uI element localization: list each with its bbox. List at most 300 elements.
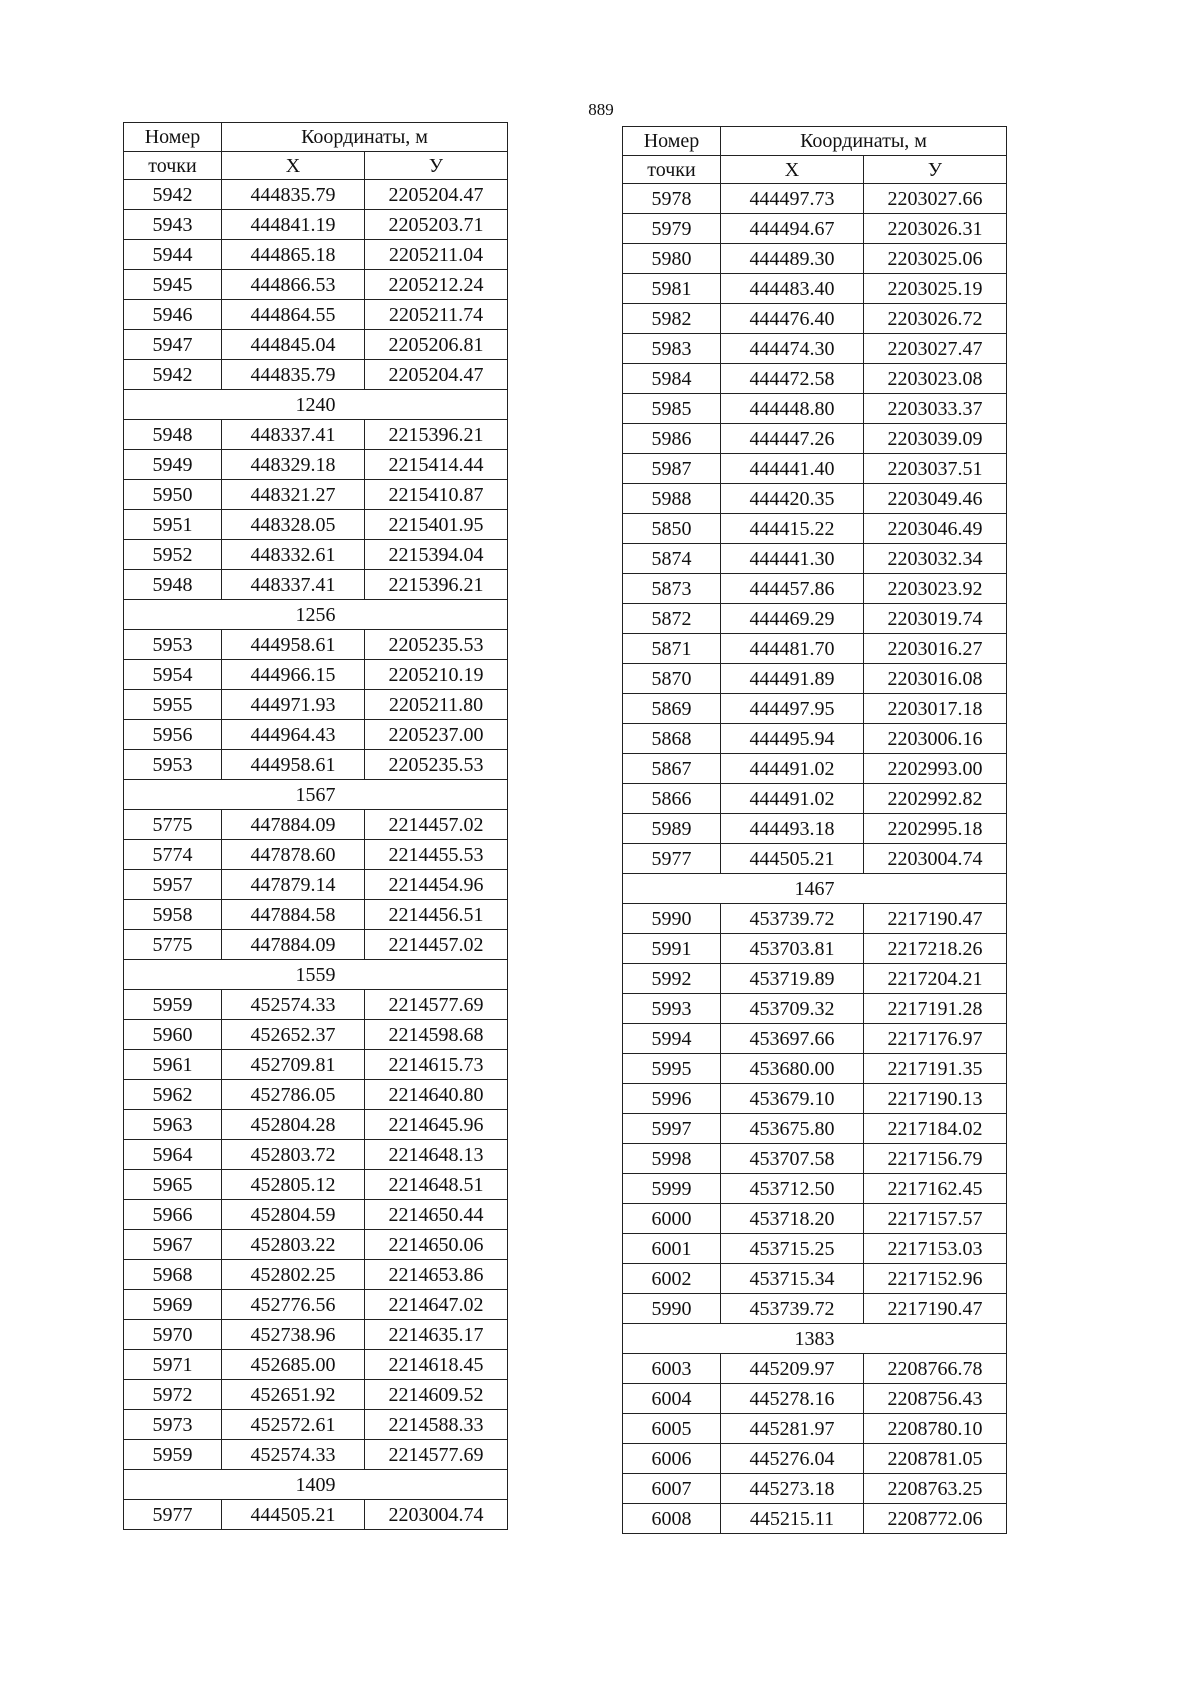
point-number-cell: 5870 <box>623 664 721 694</box>
table-row <box>623 814 1007 844</box>
x-coordinate-cell: 444491.02 <box>721 754 864 784</box>
table-row <box>124 300 508 330</box>
point-number-cell: 6006 <box>623 1444 721 1474</box>
y-coordinate-cell: 2205211.74 <box>365 300 508 330</box>
table-row <box>124 1500 508 1530</box>
x-coordinate-cell: 444958.61 <box>222 750 365 780</box>
y-coordinate-cell: 2214457.02 <box>365 930 508 960</box>
point-number-cell: 5872 <box>623 604 721 634</box>
group-number: 1409 <box>124 1470 508 1500</box>
x-coordinate-cell: 453679.10 <box>721 1084 864 1114</box>
x-coordinate-cell: 444497.73 <box>721 184 864 214</box>
point-number-cell: 5963 <box>124 1110 222 1140</box>
group-header-row <box>623 1324 1007 1354</box>
table-row <box>623 424 1007 454</box>
x-coordinate-cell: 444476.40 <box>721 304 864 334</box>
x-coordinate-cell: 452805.12 <box>222 1170 365 1200</box>
point-number-cell: 5983 <box>623 334 721 364</box>
table-row <box>623 574 1007 604</box>
y-coordinate-cell: 2208766.78 <box>864 1354 1007 1384</box>
x-coordinate-cell: 453697.66 <box>721 1024 864 1054</box>
table-row <box>124 840 508 870</box>
x-coordinate-cell: 453709.32 <box>721 994 864 1024</box>
coordinates-table-right <box>622 126 1007 1534</box>
y-coordinate-cell: 2203032.34 <box>864 544 1007 574</box>
x-coordinate-cell: 444493.18 <box>721 814 864 844</box>
y-coordinate-cell: 2203025.06 <box>864 244 1007 274</box>
x-coordinate-cell: 444448.80 <box>721 394 864 424</box>
x-coordinate-cell: 444866.53 <box>222 270 365 300</box>
point-number-cell: 5971 <box>124 1350 222 1380</box>
x-coordinate-cell: 444841.19 <box>222 210 365 240</box>
y-coordinate-cell: 2203017.18 <box>864 694 1007 724</box>
point-number-cell: 5985 <box>623 394 721 424</box>
point-number-cell: 5874 <box>623 544 721 574</box>
x-coordinate-cell: 444483.40 <box>721 274 864 304</box>
table-row <box>124 1320 508 1350</box>
x-coordinate-cell: 452803.22 <box>222 1230 365 1260</box>
table-row <box>623 484 1007 514</box>
point-number-cell: 6002 <box>623 1264 721 1294</box>
group-number: 1467 <box>623 874 1007 904</box>
table-row <box>623 1264 1007 1294</box>
coordinates-header: Координаты, м <box>721 127 1007 156</box>
y-header: У <box>864 156 1007 184</box>
y-coordinate-cell: 2205210.19 <box>365 660 508 690</box>
point-number-cell: 5989 <box>623 814 721 844</box>
x-coordinate-cell: 452574.33 <box>222 1440 365 1470</box>
point-number-cell: 5978 <box>623 184 721 214</box>
x-coordinate-cell: 453715.25 <box>721 1234 864 1264</box>
point-number-cell: 5850 <box>623 514 721 544</box>
x-coordinate-cell: 444474.30 <box>721 334 864 364</box>
y-coordinate-cell: 2203026.31 <box>864 214 1007 244</box>
point-number-cell: 5962 <box>124 1080 222 1110</box>
x-coordinate-cell: 452802.25 <box>222 1260 365 1290</box>
y-coordinate-cell: 2214454.96 <box>365 870 508 900</box>
x-coordinate-cell: 447878.60 <box>222 840 365 870</box>
y-coordinate-cell: 2202992.82 <box>864 784 1007 814</box>
group-number: 1559 <box>124 960 508 990</box>
table-row <box>623 304 1007 334</box>
table-row <box>623 184 1007 214</box>
y-coordinate-cell: 2217190.13 <box>864 1084 1007 1114</box>
y-header: У <box>365 152 508 180</box>
group-number: 1256 <box>124 600 508 630</box>
table-row <box>124 690 508 720</box>
x-coordinate-cell: 452786.05 <box>222 1080 365 1110</box>
table-row <box>623 754 1007 784</box>
table-row <box>124 660 508 690</box>
x-coordinate-cell: 453712.50 <box>721 1174 864 1204</box>
table-row <box>623 634 1007 664</box>
y-coordinate-cell: 2214645.96 <box>365 1110 508 1140</box>
table-row <box>623 724 1007 754</box>
y-coordinate-cell: 2208763.25 <box>864 1474 1007 1504</box>
table-row <box>623 1354 1007 1384</box>
table-row <box>623 1414 1007 1444</box>
point-number-header: Номер <box>124 123 222 152</box>
table-row <box>623 1474 1007 1504</box>
x-coordinate-cell: 453718.20 <box>721 1204 864 1234</box>
y-coordinate-cell: 2214648.13 <box>365 1140 508 1170</box>
y-coordinate-cell: 2214615.73 <box>365 1050 508 1080</box>
group-header-row <box>124 600 508 630</box>
y-coordinate-cell: 2214618.45 <box>365 1350 508 1380</box>
x-coordinate-cell: 452804.59 <box>222 1200 365 1230</box>
group-header-row <box>124 960 508 990</box>
point-number-cell: 5871 <box>623 634 721 664</box>
point-number-cell: 5977 <box>623 844 721 874</box>
group-header-row <box>124 390 508 420</box>
y-coordinate-cell: 2203016.27 <box>864 634 1007 664</box>
y-coordinate-cell: 2214640.80 <box>365 1080 508 1110</box>
table-row <box>124 1110 508 1140</box>
table-row <box>623 1204 1007 1234</box>
x-coordinate-cell: 452738.96 <box>222 1320 365 1350</box>
point-number-cell: 5775 <box>124 810 222 840</box>
table-row <box>124 330 508 360</box>
x-coordinate-cell: 448332.61 <box>222 540 365 570</box>
table-row <box>623 244 1007 274</box>
table-row <box>623 1174 1007 1204</box>
x-coordinate-cell: 445209.97 <box>721 1354 864 1384</box>
table-row <box>124 870 508 900</box>
point-number-cell: 5973 <box>124 1410 222 1440</box>
table-row <box>623 1054 1007 1084</box>
point-number-cell: 5953 <box>124 750 222 780</box>
table-row <box>623 694 1007 724</box>
point-number-cell: 5958 <box>124 900 222 930</box>
point-number-cell: 5995 <box>623 1054 721 1084</box>
y-coordinate-cell: 2217153.03 <box>864 1234 1007 1264</box>
x-coordinate-cell: 444447.26 <box>721 424 864 454</box>
table-row <box>623 1444 1007 1474</box>
point-number-cell: 5942 <box>124 180 222 210</box>
point-number-cell: 5954 <box>124 660 222 690</box>
group-number: 1240 <box>124 390 508 420</box>
y-coordinate-cell: 2217191.35 <box>864 1054 1007 1084</box>
table-row <box>623 514 1007 544</box>
table-row <box>124 1200 508 1230</box>
y-coordinate-cell: 2214650.44 <box>365 1200 508 1230</box>
x-coordinate-cell: 445276.04 <box>721 1444 864 1474</box>
point-number-cell: 5947 <box>124 330 222 360</box>
group-number: 1567 <box>124 780 508 810</box>
point-number-cell: 5969 <box>124 1290 222 1320</box>
y-coordinate-cell: 2203004.74 <box>365 1500 508 1530</box>
point-number-cell: 5986 <box>623 424 721 454</box>
coordinates-header: Координаты, м <box>222 123 508 152</box>
x-coordinate-cell: 445273.18 <box>721 1474 864 1504</box>
point-number-cell: 5972 <box>124 1380 222 1410</box>
y-coordinate-cell: 2203006.16 <box>864 724 1007 754</box>
x-coordinate-cell: 444441.30 <box>721 544 864 574</box>
table-row <box>623 604 1007 634</box>
point-number-cell: 5959 <box>124 1440 222 1470</box>
y-coordinate-cell: 2217184.02 <box>864 1114 1007 1144</box>
point-number-cell: 5866 <box>623 784 721 814</box>
point-number-cell: 5964 <box>124 1140 222 1170</box>
point-number-cell: 5868 <box>623 724 721 754</box>
x-coordinate-cell: 445281.97 <box>721 1414 864 1444</box>
x-coordinate-cell: 444491.02 <box>721 784 864 814</box>
x-coordinate-cell: 448321.27 <box>222 480 365 510</box>
table-row <box>124 180 508 210</box>
y-coordinate-cell: 2214653.86 <box>365 1260 508 1290</box>
x-coordinate-cell: 444864.55 <box>222 300 365 330</box>
x-coordinate-cell: 444835.79 <box>222 180 365 210</box>
y-coordinate-cell: 2205235.53 <box>365 630 508 660</box>
x-coordinate-cell: 452685.00 <box>222 1350 365 1380</box>
x-coordinate-cell: 452709.81 <box>222 1050 365 1080</box>
table-row <box>623 1114 1007 1144</box>
table-row <box>623 364 1007 394</box>
point-number-cell: 5873 <box>623 574 721 604</box>
table-row <box>124 1380 508 1410</box>
x-coordinate-cell: 444481.70 <box>721 634 864 664</box>
x-coordinate-cell: 447884.09 <box>222 810 365 840</box>
table-row <box>124 630 508 660</box>
y-coordinate-cell: 2205211.04 <box>365 240 508 270</box>
y-coordinate-cell: 2205203.71 <box>365 210 508 240</box>
point-number-cell: 5990 <box>623 1294 721 1324</box>
y-coordinate-cell: 2215414.44 <box>365 450 508 480</box>
point-number-cell: 5965 <box>124 1170 222 1200</box>
x-coordinate-cell: 452651.92 <box>222 1380 365 1410</box>
x-coordinate-cell: 444971.93 <box>222 690 365 720</box>
y-coordinate-cell: 2217190.47 <box>864 1294 1007 1324</box>
point-number-cell: 5948 <box>124 420 222 450</box>
y-coordinate-cell: 2214577.69 <box>365 1440 508 1470</box>
x-coordinate-cell: 452803.72 <box>222 1140 365 1170</box>
table-row <box>124 210 508 240</box>
point-number-cell: 5952 <box>124 540 222 570</box>
x-coordinate-cell: 444441.40 <box>721 454 864 484</box>
group-header-row <box>623 874 1007 904</box>
table-row <box>124 510 508 540</box>
table-row <box>124 1350 508 1380</box>
point-number-cell: 5966 <box>124 1200 222 1230</box>
y-coordinate-cell: 2202993.00 <box>864 754 1007 784</box>
point-number-cell: 5945 <box>124 270 222 300</box>
y-coordinate-cell: 2203033.37 <box>864 394 1007 424</box>
x-coordinate-cell: 447884.09 <box>222 930 365 960</box>
table-row <box>124 900 508 930</box>
y-coordinate-cell: 2217190.47 <box>864 904 1007 934</box>
x-coordinate-cell: 453707.58 <box>721 1144 864 1174</box>
point-number-cell: 5982 <box>623 304 721 334</box>
y-coordinate-cell: 2208781.05 <box>864 1444 1007 1474</box>
point-number-cell: 5996 <box>623 1084 721 1114</box>
x-coordinate-cell: 444835.79 <box>222 360 365 390</box>
x-coordinate-cell: 452652.37 <box>222 1020 365 1050</box>
x-coordinate-cell: 444958.61 <box>222 630 365 660</box>
table-row <box>623 1504 1007 1534</box>
point-number-cell: 5991 <box>623 934 721 964</box>
point-number-cell: 5957 <box>124 870 222 900</box>
x-coordinate-cell: 453680.00 <box>721 1054 864 1084</box>
table-row <box>623 394 1007 424</box>
table-row <box>124 1410 508 1440</box>
table-row <box>124 480 508 510</box>
x-coordinate-cell: 448337.41 <box>222 570 365 600</box>
point-number-cell: 5961 <box>124 1050 222 1080</box>
table-row <box>623 1234 1007 1264</box>
table-row <box>124 1230 508 1260</box>
table-row <box>124 450 508 480</box>
point-number-cell: 5987 <box>623 454 721 484</box>
table-row <box>623 994 1007 1024</box>
point-number-cell: 5953 <box>124 630 222 660</box>
table-row <box>124 930 508 960</box>
x-coordinate-cell: 444497.95 <box>721 694 864 724</box>
y-coordinate-cell: 2203026.72 <box>864 304 1007 334</box>
y-coordinate-cell: 2203049.46 <box>864 484 1007 514</box>
point-number-cell: 5955 <box>124 690 222 720</box>
y-coordinate-cell: 2205211.80 <box>365 690 508 720</box>
table-row <box>623 784 1007 814</box>
group-number: 1383 <box>623 1324 1007 1354</box>
x-coordinate-cell: 447884.58 <box>222 900 365 930</box>
table-row <box>124 270 508 300</box>
x-coordinate-cell: 452804.28 <box>222 1110 365 1140</box>
point-number-cell: 5949 <box>124 450 222 480</box>
point-number-cell: 5960 <box>124 1020 222 1050</box>
x-coordinate-cell: 453703.81 <box>721 934 864 964</box>
point-number-cell: 5970 <box>124 1320 222 1350</box>
point-number-cell: 5948 <box>124 570 222 600</box>
y-coordinate-cell: 2208772.06 <box>864 1504 1007 1534</box>
y-coordinate-cell: 2214456.51 <box>365 900 508 930</box>
y-coordinate-cell: 2215401.95 <box>365 510 508 540</box>
table-row <box>124 570 508 600</box>
x-coordinate-cell: 453719.89 <box>721 964 864 994</box>
x-coordinate-cell: 444415.22 <box>721 514 864 544</box>
y-coordinate-cell: 2203037.51 <box>864 454 1007 484</box>
point-number-cell: 6001 <box>623 1234 721 1264</box>
y-coordinate-cell: 2203046.49 <box>864 514 1007 544</box>
point-number-cell: 5774 <box>124 840 222 870</box>
y-coordinate-cell: 2203016.08 <box>864 664 1007 694</box>
point-number-cell: 6005 <box>623 1414 721 1444</box>
point-number-cell: 5967 <box>124 1230 222 1260</box>
point-number-cell: 5998 <box>623 1144 721 1174</box>
x-coordinate-cell: 444495.94 <box>721 724 864 754</box>
point-number-cell: 5977 <box>124 1500 222 1530</box>
point-number-cell: 5867 <box>623 754 721 784</box>
point-number-cell: 5951 <box>124 510 222 540</box>
y-coordinate-cell: 2214457.02 <box>365 810 508 840</box>
point-number-cell: 5993 <box>623 994 721 1024</box>
y-coordinate-cell: 2215410.87 <box>365 480 508 510</box>
table-row <box>124 1170 508 1200</box>
table-row <box>623 1144 1007 1174</box>
point-number-cell: 5942 <box>124 360 222 390</box>
y-coordinate-cell: 2214455.53 <box>365 840 508 870</box>
y-coordinate-cell: 2217218.26 <box>864 934 1007 964</box>
table-row <box>124 1260 508 1290</box>
y-coordinate-cell: 2217191.28 <box>864 994 1007 1024</box>
table-row <box>623 274 1007 304</box>
x-coordinate-cell: 448328.05 <box>222 510 365 540</box>
table-row <box>623 964 1007 994</box>
y-coordinate-cell: 2208756.43 <box>864 1384 1007 1414</box>
y-coordinate-cell: 2203004.74 <box>864 844 1007 874</box>
y-coordinate-cell: 2215396.21 <box>365 420 508 450</box>
y-coordinate-cell: 2205212.24 <box>365 270 508 300</box>
point-number-cell: 5980 <box>623 244 721 274</box>
y-coordinate-cell: 2214577.69 <box>365 990 508 1020</box>
x-header: X <box>222 152 365 180</box>
y-coordinate-cell: 2203039.09 <box>864 424 1007 454</box>
x-coordinate-cell: 444505.21 <box>222 1500 365 1530</box>
x-coordinate-cell: 445278.16 <box>721 1384 864 1414</box>
y-coordinate-cell: 2217176.97 <box>864 1024 1007 1054</box>
y-coordinate-cell: 2214648.51 <box>365 1170 508 1200</box>
x-coordinate-cell: 452776.56 <box>222 1290 365 1320</box>
x-coordinate-cell: 444469.29 <box>721 604 864 634</box>
point-number-cell: 5869 <box>623 694 721 724</box>
y-coordinate-cell: 2205235.53 <box>365 750 508 780</box>
table-row <box>124 1080 508 1110</box>
x-coordinate-cell: 453739.72 <box>721 1294 864 1324</box>
table-row <box>623 664 1007 694</box>
point-number-cell: 5988 <box>623 484 721 514</box>
table-row <box>124 1140 508 1170</box>
point-number-cell: 5997 <box>623 1114 721 1144</box>
table-row <box>124 1290 508 1320</box>
point-number-cell: 5992 <box>623 964 721 994</box>
group-header-row <box>124 1470 508 1500</box>
point-number-cell: 5956 <box>124 720 222 750</box>
table-row <box>124 810 508 840</box>
x-coordinate-cell: 448329.18 <box>222 450 365 480</box>
point-number-cell: 5775 <box>124 930 222 960</box>
table-row <box>623 844 1007 874</box>
x-coordinate-cell: 453715.34 <box>721 1264 864 1294</box>
y-coordinate-cell: 2214650.06 <box>365 1230 508 1260</box>
coordinates-table-left <box>123 122 508 1530</box>
x-header: X <box>721 156 864 184</box>
page-number: 889 <box>588 100 614 119</box>
y-coordinate-cell: 2205204.47 <box>365 360 508 390</box>
table-row <box>623 1024 1007 1054</box>
x-coordinate-cell: 453739.72 <box>721 904 864 934</box>
table-row <box>124 720 508 750</box>
y-coordinate-cell: 2203025.19 <box>864 274 1007 304</box>
x-coordinate-cell: 444845.04 <box>222 330 365 360</box>
x-coordinate-cell: 444865.18 <box>222 240 365 270</box>
point-number-cell: 6008 <box>623 1504 721 1534</box>
table-row <box>623 1384 1007 1414</box>
point-number-cell: 5979 <box>623 214 721 244</box>
y-coordinate-cell: 2208780.10 <box>864 1414 1007 1444</box>
point-number-cell: 5981 <box>623 274 721 304</box>
x-coordinate-cell: 453675.80 <box>721 1114 864 1144</box>
x-coordinate-cell: 447879.14 <box>222 870 365 900</box>
x-coordinate-cell: 444505.21 <box>721 844 864 874</box>
point-number-header-2: точки <box>623 156 721 184</box>
group-header-row <box>124 780 508 810</box>
table-row <box>124 990 508 1020</box>
y-coordinate-cell: 2203027.66 <box>864 184 1007 214</box>
x-coordinate-cell: 452572.61 <box>222 1410 365 1440</box>
y-coordinate-cell: 2217156.79 <box>864 1144 1007 1174</box>
point-number-cell: 6007 <box>623 1474 721 1504</box>
point-number-header: Номер <box>623 127 721 156</box>
point-number-cell: 5959 <box>124 990 222 1020</box>
